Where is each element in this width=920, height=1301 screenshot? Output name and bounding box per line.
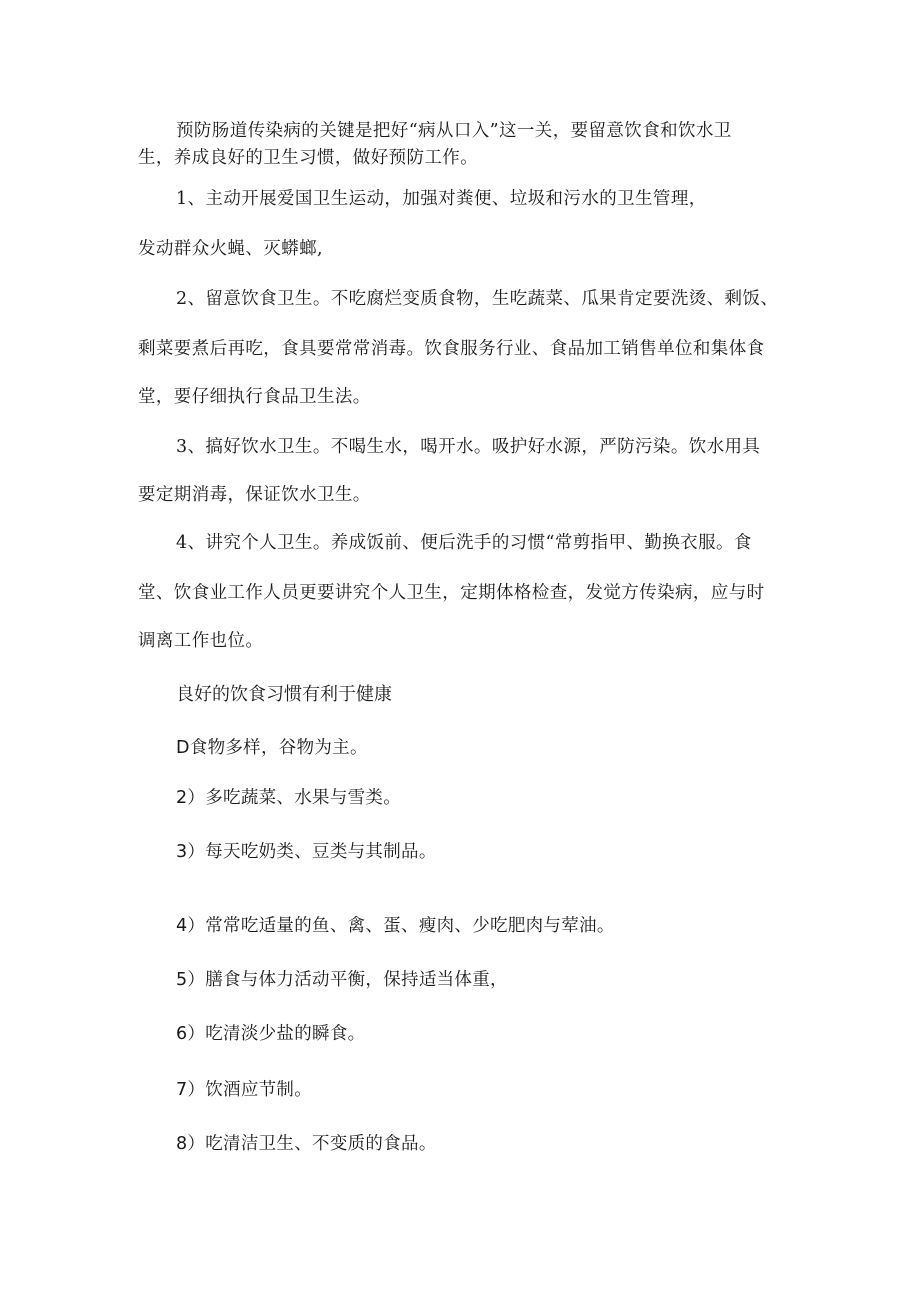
habit-item-text: 食物多样，谷物为主。 (189, 738, 368, 758)
habit-item (176, 1076, 312, 1101)
measure-4-paragraph (138, 528, 798, 558)
habit-item-text: 膳食与体力活动平衡，保持适当体重， (205, 970, 508, 990)
measure-2-continuation (138, 382, 798, 412)
measure-2-line: 堂，要仔细执行食品卫生法。 (138, 387, 371, 407)
habit-item (176, 912, 615, 937)
intro-line: 预防肠道传染病的关键是把好“病从口入”这一关，要留意饮食和饮水卫 (176, 121, 732, 141)
measure-2-continuation (138, 334, 798, 364)
habit-item-text: 每天吃奶类、豆类与其制品。 (205, 842, 437, 862)
measure-3-continuation (138, 480, 798, 510)
measure-4-line: 4、讲究个人卫生。养成饭前、便后洗手的习惯“常剪指甲、勤换衣服。食 (176, 533, 752, 553)
habit-item-number: 7） (176, 1080, 206, 1100)
habit-item-number: D (176, 738, 190, 758)
habit-item-text: 多吃蔬菜、水果与雪类。 (205, 788, 402, 808)
habit-item (176, 784, 401, 809)
intro-line: 生，养成良好的卫生习惯，做好预防工作。 (138, 148, 479, 168)
habit-item-text: 常常吃适量的鱼、禽、蛋、瘦肉、少吃肥肉与荤油。 (205, 916, 615, 936)
measure-1-line: 发动群众火蝇、灭蟒螂, (138, 239, 323, 259)
measure-1-continuation (138, 234, 798, 264)
habit-item (176, 838, 437, 863)
habit-item (176, 1020, 365, 1045)
measure-3-line: 要定期消毒，保证饮水卫生。 (138, 485, 371, 505)
measure-4-line: 调离工作也位。 (138, 631, 264, 651)
section-heading: 良好的饮食习惯有利于健康 (176, 684, 392, 705)
habit-item (176, 1130, 437, 1155)
habit-item-number: 5） (176, 970, 206, 990)
habit-item-text: 饮酒应节制。 (205, 1080, 313, 1100)
habit-item-number: 4） (176, 916, 206, 936)
habit-item-text: 吃清淡少盐的瞬食。 (205, 1024, 366, 1044)
habit-item-number: 3） (176, 842, 206, 862)
habit-item-number: 6） (176, 1024, 206, 1044)
measure-3-paragraph (138, 432, 798, 462)
habit-item (176, 966, 508, 991)
measure-2-paragraph (138, 284, 798, 314)
habit-item (176, 734, 368, 759)
measure-4-line: 堂、饮食业工作人员更要讲究个人卫生，定期体格检查，发觉方传染病，应与时 (138, 583, 765, 603)
measure-1-paragraph (138, 184, 798, 214)
measure-4-continuation (138, 578, 798, 608)
measure-2-line: 剩菜要煮后再吃，食具要常常消毒。饮食服务行业、食品加工销售单位和集体食 (138, 339, 765, 359)
habit-item-number: 8） (176, 1134, 206, 1154)
measure-3-line: 3、搞好饮水卫生。不喝生水，喝开水。吸护好水源，严防污染。饮水用具 (176, 437, 761, 457)
habit-item-number: 2） (176, 788, 206, 808)
measure-2-line: 2、留意饮食卫生。不吃腐烂变质食物，生吃蔬菜、瓜果肯定要洗烫、剩饭、 (176, 289, 779, 309)
measure-1-line: 1、主动开展爱国卫生运动，加强对粪便、垃圾和污水的卫生管理， (176, 189, 707, 209)
habit-item-text: 吃清洁卫生、不变质的食品。 (205, 1134, 437, 1154)
intro-paragraph (138, 118, 798, 172)
measure-4-continuation (138, 626, 798, 656)
